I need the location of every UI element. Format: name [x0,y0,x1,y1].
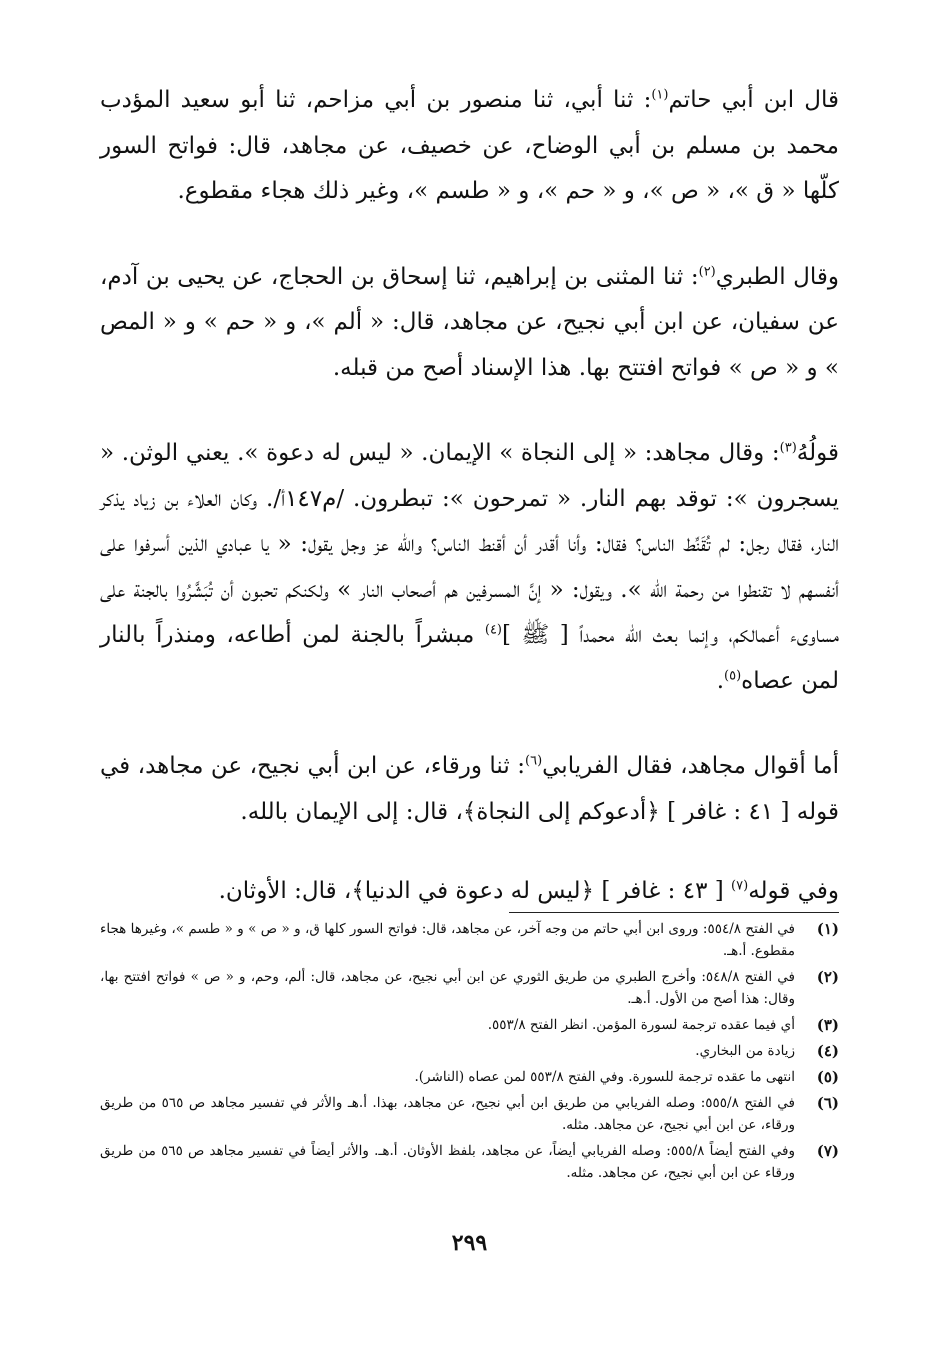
para-3-body: : وقال مجاهد: « إلى النجاة » الإيمان. « ليس له دعوة ». يعني الوثن. « يسجرون »: توقد بهم النار. « تمرحون »: تبطرون. /م١٤٧أ/. وكان العلاء بن زياد يذكر النار، فقال رجل: لم تُقَنِّط الناس؟ فقال: وأنا أقدر أن أقنط الناس؟ والله عز وجل يقول: « يا عبادي الذين أسرفوا على أنفسهم لا تقنطوا من رحمة الله ». ويقول: « إنَّ المسرفين هم أصحاب النار » ولكنكم تحبون أن تُبَشَّرُوا بالجنة على مساوىء أعمالكم، وإنما بعث الله محمداً [ ﷺ ] [100,440,840,648]
para-1-lead: قال ابن أبي حاتم [668,87,839,113]
footnote-number: (٣) [816,1016,839,1034]
footnote-text: وفي الفتح أيضاً ٥٥٥/٨: وصله الفريابي أيضاً، عن مجاهد، بلفظ الأوثان. أ.هـ. والأثر أيضاً في تفسير مجاهد ص ٥٦٥ من طريق ورقاء عن ابن أبي نجيح، عن مجاهد. مثله. [100,1143,795,1181]
footnote [100,966,839,1010]
footnote-divider [509,912,839,913]
page-number: ٢٩٩ [451,1230,488,1256]
para-3-body-cont: مبشراً بالجنة لمن أطاعه، ومنذراً بالنار لمن عصاه [100,622,839,694]
para-3-end: . [716,667,724,694]
footnote-text: زيادة من البخاري. [695,1043,795,1059]
para-4-lead: أما أقوال مجاهد، فقال الفريابي [542,753,839,779]
footnote-number: (٤) [816,1042,839,1060]
footnote-ref-7: (٧) [731,878,749,894]
paragraph-5 [100,869,839,915]
para-2-lead: وقال الطبري [715,263,840,290]
footnote [100,1092,839,1136]
footnote-ref-1: (١) [651,87,669,103]
footnote-text: أي فيما عقده ترجمة لسورة المؤمن. انظر الفتح ٥٥٣/٨. [487,1017,795,1033]
footnote-text: في الفتح ٥٤٨/٨: وأخرج الطبري من طريق الثوري عن ابن أبي نجيح، عن مجاهد، قال: ألم، وحم، و « ص » فواتح افتتح بها، وقال: هذا أصح من الأول. أ.هـ. [100,969,795,1007]
footnote [100,918,839,962]
footnote-ref-4: (٤) [484,622,502,638]
main-text [100,78,839,915]
paragraph-2 [100,255,839,392]
footnote-ref-6: (٦) [525,753,543,769]
footnote-text: في الفتح ٥٥٥/٨: وصله الفريابي من طريق ابن أبي نجيح، عن مجاهد، بهذا. أ.هـ والأثر في تفسير مجاهد ص ٥٦٥ من طريق ورقاء، عن ابن أبي نجيح، عن مجاهد. مثله. [100,1095,795,1133]
footnote-number: (٥) [816,1068,839,1086]
footnote-ref-3: (٣) [779,440,797,456]
footnote-text: انتهى ما عقده ترجمة للسورة. وفي الفتح ٥٥٣/٨ لمن عصاه (الناشر). [414,1069,795,1085]
footnote-number: (٧) [816,1142,839,1160]
para-1-body: : ثنا أبي، ثنا منصور بن أبي مزاحم، ثنا أبو سعيد المؤدب محمد بن مسلم بن أبي الوضاح، عن خصيف، عن مجاهد، قال: فواتح السور كلّها « ق »، « ص »، و « حم »، و « طسم »، وغير ذلك هجاء مقطوع. [100,87,839,204]
footnote [100,1066,839,1088]
footnotes [100,918,839,1188]
footnote-number: (١) [816,920,839,938]
para-5-body: [ ٤٣ : غافر ] ﴿ليس له دعوة في الدنيا﴾، قال: الأوثان. [218,878,732,904]
para-5-lead: وفي قوله [748,878,839,904]
para-2-body: : ثنا المثنى بن إبراهيم، ثنا إسحاق بن الحجاج، عن يحيى بن آدم، عن سفيان، عن ابن أبي نجيح، عن مجاهد، قال: « ألم »، و « حم » و « المص » و « ص » فواتح افتتح بها. هذا الإسناد أصح من قبله. [100,263,839,381]
paragraph-1 [100,78,839,215]
footnote [100,1040,839,1062]
paragraph-3 [100,431,839,704]
footnote-number: (٦) [816,1094,839,1112]
para-3-lead: قولُهُ [796,440,839,466]
footnote [100,1014,839,1036]
paragraph-4 [100,744,839,835]
footnote-ref-5: (٥) [724,667,742,683]
footnote-ref-2: (٢) [698,263,716,279]
footnote [100,1140,839,1184]
footnote-number: (٢) [816,968,839,986]
para-4-body: : ثنا ورقاء، عن ابن أبي نجيح، عن مجاهد، في قوله [ ٤١ : غافر ] ﴿أدعوكم إلى النجاة﴾، قال: إلى الإيمان بالله. [100,753,839,825]
footnote-text: في الفتح ٥٥٤/٨: وروى ابن أبي حاتم من وجه آخر، عن مجاهد، قال: فواتح السور كلها ق، و « ص » و « طسم »، وغيرها هجاء مقطوع. أ.هـ. [100,921,795,959]
